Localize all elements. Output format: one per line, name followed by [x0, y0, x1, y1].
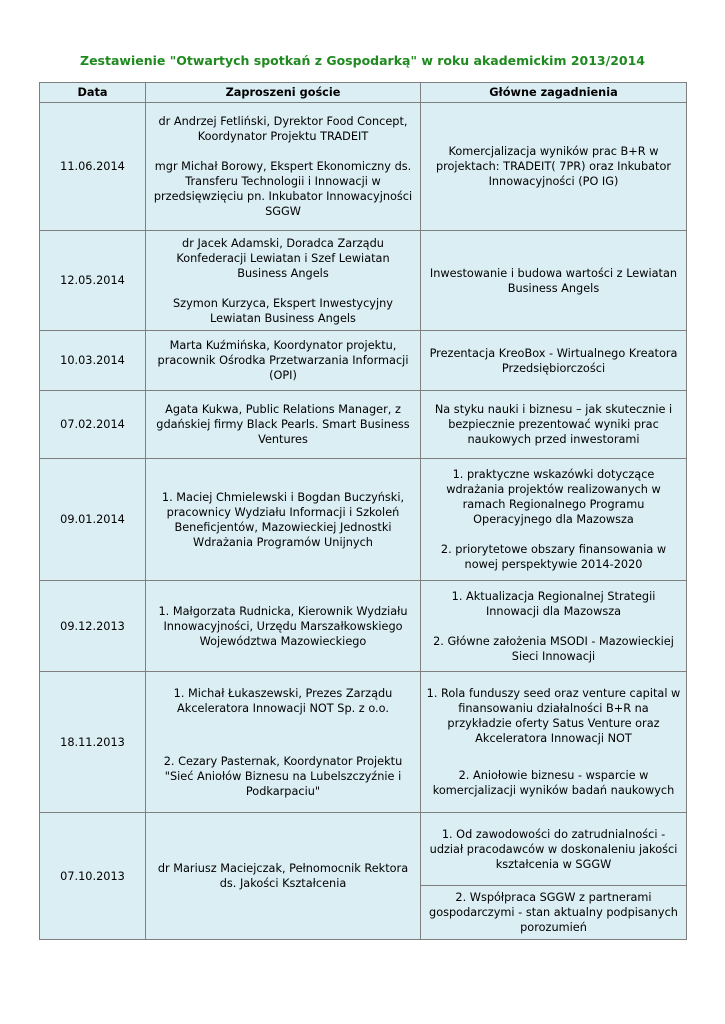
date-cell: 07.02.2014 [40, 391, 146, 459]
table-row [40, 103, 687, 231]
guest-entry: 2. Cezary Pasternak, Koordynator Projektu "Sieć Aniołów Biznesu na Lubelszczyźnie i Podkarpaciu" [163, 754, 403, 798]
topic-entry: 2. Współpraca SGGW z partnerami gospodarczymi - stan aktualny podpisanych porozumień [429, 891, 678, 934]
topic-entry: 2. Aniołowie biznesu - wsparcie w komercjalizacji wyników badań naukowych [432, 769, 675, 797]
table-row [40, 331, 687, 391]
guest-entry: 1. Maciej Chmielewski i Bogdan Buczyński, pracownicy Wydziału Informacji i Szkoleń Beneficjentów, Mazowieckiej Jednostki Wdrażania Programów Unijnych [161, 490, 405, 549]
table-row [40, 581, 687, 672]
topics-cell [421, 103, 687, 231]
date-cell: 07.10.2013 [40, 813, 146, 940]
topic-entry: Prezentacja KreoBox - Wirtualnego Kreatora Przedsiębiorczości [429, 346, 678, 375]
guests-cell [146, 459, 421, 581]
topic-entry: Na styku nauki i biznesu – jak skutecznie i bezpiecznie prezentować wyniki prac naukowych przed inwestorami [434, 403, 673, 446]
guest-entry: dr Mariusz Maciejczak, Pełnomocnik Rektora ds. Jakości Kształcenia [157, 862, 409, 890]
table-row [40, 391, 687, 459]
topics-cell [421, 813, 687, 886]
guest-entry: Agata Kukwa, Public Relations Manager, z gdańskiej firmy Black Pearls. Smart Business Ventures [156, 403, 410, 446]
topic-entry: 2. priorytetowe obszary finansowania w nowej perspektywie 2014-2020 [440, 543, 667, 571]
topics-cell [421, 391, 687, 459]
guests-cell [146, 331, 421, 391]
topics-cell [421, 886, 687, 940]
guest-entry: 1. Michał Łukaszewski, Prezes Zarządu Akceleratora Innowacji NOT Sp. z o.o. [173, 686, 393, 715]
meetings-table [39, 82, 687, 940]
guest-entry: dr Jacek Adamski, Doradca Zarządu Konfederacji Lewiatan i Szef Lewiatan Business Angels [176, 236, 390, 280]
guests-cell [146, 231, 421, 331]
guest-entry: dr Andrzej Fetliński, Dyrektor Food Concept, Koordynator Projektu TRADEIT [158, 115, 408, 143]
topic-entry: 1. Od zawodowości do zatrudnialności - udział pracodawców w doskonaleniu jakości kształcenia w SGGW [429, 827, 678, 871]
document-title: Zestawienie "Otwartych spotkań z Gospodarką" w roku akademickim 2013/2014 [80, 53, 645, 68]
guest-entry: 1. Małgorzata Rudnicka, Kierownik Wydziału Innowacyjności, Urzędu Marszałkowskiego Województwa Mazowieckiego [158, 604, 408, 648]
guests-cell [146, 103, 421, 231]
column-header-date: Data [40, 83, 146, 103]
topics-cell [421, 581, 687, 672]
guests-cell [146, 813, 421, 940]
date-cell: 11.06.2014 [40, 103, 146, 231]
topics-cell [421, 231, 687, 331]
table-row [40, 813, 687, 886]
topic-entry: Komercjalizacja wyników prac B+R w projektach: TRADEIT( 7PR) oraz Inkubator Innowacyjności (PO IG) [435, 145, 672, 188]
date-cell: 10.03.2014 [40, 331, 146, 391]
date-cell: 09.12.2013 [40, 581, 146, 672]
topic-entry: Inwestowanie i budowa wartości z Lewiatan Business Angels [429, 266, 678, 295]
table-row [40, 459, 687, 581]
topic-entry: 2. Główne założenia MSODI - Mazowieckiej Sieci Innowacji [433, 634, 674, 663]
topics-cell [421, 331, 687, 391]
guests-cell [146, 391, 421, 459]
topics-cell [421, 672, 687, 813]
guests-cell [146, 672, 421, 813]
date-cell: 18.11.2013 [40, 672, 146, 813]
column-header-topics: Główne zagadnienia [421, 83, 687, 103]
topic-entry: 1. Aktualizacja Regionalnej Strategii Innowacji dla Mazowsza [451, 589, 656, 618]
date-cell: 12.05.2014 [40, 231, 146, 331]
table-row [40, 231, 687, 331]
guest-entry: Szymon Kurzyca, Ekspert Inwestycyjny Lewiatan Business Angels [173, 296, 393, 325]
table-row [40, 672, 687, 813]
date-cell: 09.01.2014 [40, 459, 146, 581]
topic-entry: 1. Rola funduszy seed oraz venture capital w finansowaniu działalności B+R na przykładzie oferty Satus Venture oraz Akceleratora Innowacji NOT [426, 687, 681, 745]
guests-cell [146, 581, 421, 672]
topic-entry: 1. praktyczne wskazówki dotyczące wdrażania projektów realizowanych w ramach Regionalnego Programu Operacyjnego dla Mazowsza [446, 468, 661, 526]
guest-entry: mgr Michał Borowy, Ekspert Ekonomiczny ds. Transferu Technologii i Innowacji w przedsięwzięciu pn. Inkubator Innowacyjności SGGW [153, 160, 413, 218]
topics-cell [421, 459, 687, 581]
table-header-row [40, 83, 687, 103]
column-header-guests: Zaproszeni goście [146, 83, 421, 103]
guest-entry: Marta Kuźmińska, Koordynator projektu, pracownik Ośrodka Przetwarzania Informacji (OPI) [157, 339, 409, 382]
